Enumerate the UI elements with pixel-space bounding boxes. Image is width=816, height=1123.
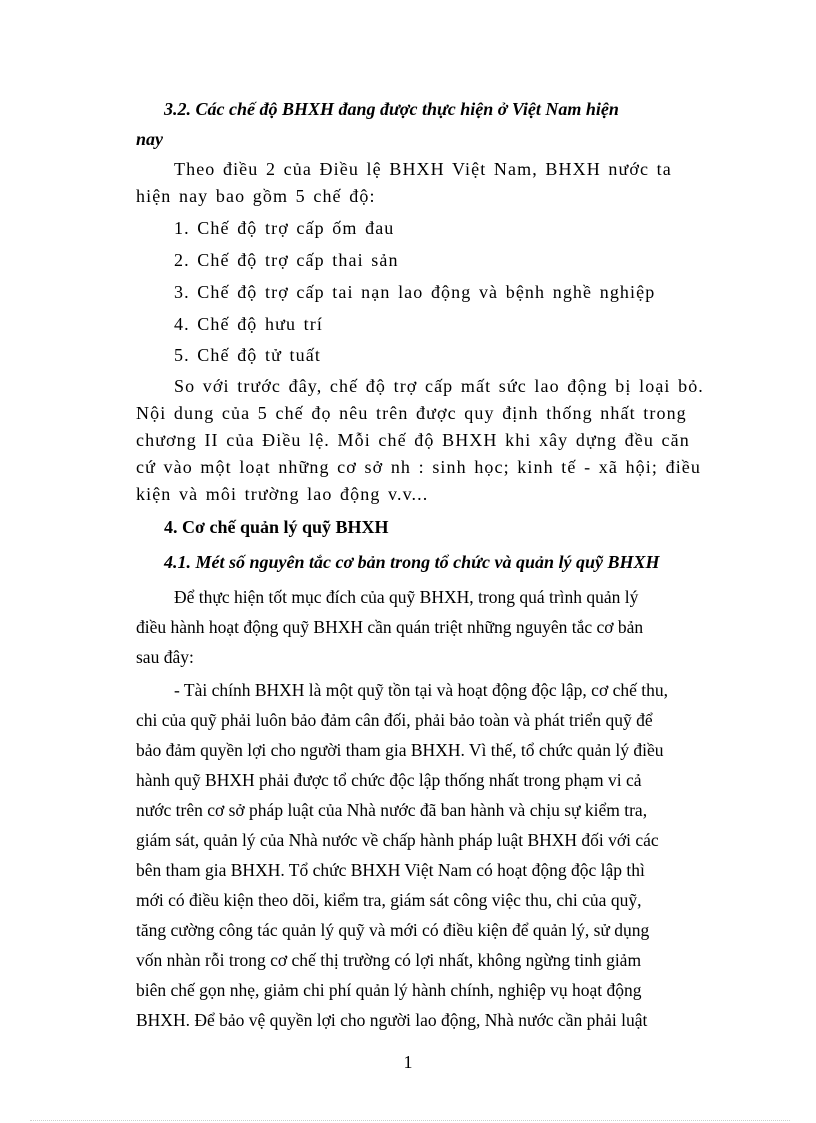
intro-line: hiện nay bao gồm 5 chế độ: — [136, 186, 376, 206]
paragraph-line: Để thực hiện tốt mục đích của quỹ BHXH, trong quá trình quản lý — [174, 587, 639, 607]
paragraph-line: So với trước đây, chế độ trợ cấp mất sức lao động bị loại bỏ. — [174, 376, 704, 396]
section-heading: 3.2. Các chế độ BHXH đang được thực hiện ở Việt Nam hiện — [164, 99, 619, 119]
paragraph-line: chi của quỹ phải luôn bảo đảm cân đối, phải bảo toàn và phát triển quỹ để — [136, 710, 653, 730]
paragraph-line: chương II của Điều lệ. Mỗi chế độ BHXH khi xây dựng đều căn — [136, 430, 690, 450]
subsection-heading: 4.1. Mét số nguyên tắc cơ bản trong tổ chức và quản lý quỹ BHXH — [164, 552, 660, 572]
page-bottom-rule — [30, 1120, 790, 1121]
paragraph-line: sau đây: — [136, 647, 194, 667]
paragraph-line: Nội dung của 5 chế đọ nêu trên được quy định thống nhất trong — [136, 403, 687, 423]
paragraph-line: - Tài chính BHXH là một quỹ tồn tại và hoạt động độc lập, cơ chế thu, — [174, 680, 668, 700]
paragraph-line: bên tham gia BHXH. Tổ chức BHXH Việt Nam có hoạt động độc lập thì — [136, 860, 645, 880]
intro-line: Theo điều 2 của Điều lệ BHXH Việt Nam, BHXH nước ta — [174, 159, 672, 179]
list-item: 4. Chế độ hưu trí — [174, 314, 323, 334]
paragraph-line: bảo đảm quyền lợi cho người tham gia BHXH. Vì thế, tổ chức quản lý điều — [136, 740, 664, 760]
list-item: 5. Chế độ tử tuất — [174, 345, 321, 365]
paragraph-line: hành quỹ BHXH phải được tổ chức độc lập thống nhất trong phạm vi cả — [136, 770, 642, 790]
paragraph-line: biên chế gọn nhẹ, giảm chi phí quản lý hành chính, nghiệp vụ hoạt động — [136, 980, 642, 1000]
paragraph-line: BHXH. Để bảo vệ quyền lợi cho người lao động, Nhà nước cần phải luật — [136, 1010, 648, 1030]
paragraph-line: nước trên cơ sở pháp luật của Nhà nước đã ban hành và chịu sự kiểm tra, — [136, 800, 648, 820]
section-heading-continued: nay — [136, 129, 163, 149]
section-heading: 4. Cơ chế quản lý quỹ BHXH — [164, 517, 389, 537]
page-number: 1 — [403, 1052, 413, 1072]
paragraph-line: giám sát, quản lý của Nhà nước về chấp hành pháp luật BHXH đối với các — [136, 830, 659, 850]
paragraph-line: điều hành hoạt động quỹ BHXH cần quán triệt những nguyên tắc cơ bản — [136, 617, 644, 637]
list-item: 1. Chế độ trợ cấp ốm đau — [174, 218, 395, 238]
paragraph-line: vốn nhàn rỗi trong cơ chế thị trường có lợi nhất, không ngừng tinh giảm — [136, 950, 642, 970]
list-item: 3. Chế độ trợ cấp tai nạn lao động và bệnh nghề nghiệp — [174, 282, 656, 302]
paragraph-line: cứ vào một loạt những cơ sở nh : sinh học; kinh tế - xã hội; điều — [136, 457, 701, 477]
paragraph-line: mới có điều kiện theo dõi, kiểm tra, giám sát công việc thu, chi của quỹ, — [136, 890, 642, 910]
paragraph-line: tăng cường công tác quản lý quỹ và mới có điều kiện để quản lý, sử dụng — [136, 920, 650, 940]
paragraph-line: kiện và môi trường lao động v.v... — [136, 484, 429, 504]
list-item: 2. Chế độ trợ cấp thai sản — [174, 250, 399, 270]
